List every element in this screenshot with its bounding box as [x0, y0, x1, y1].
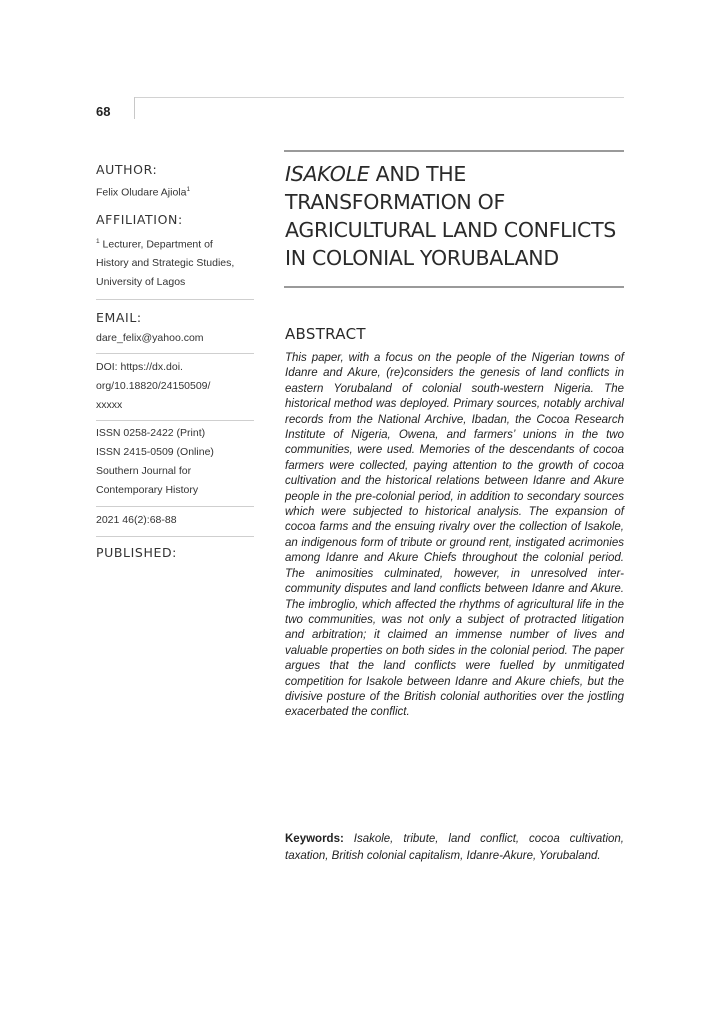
author-name: Felix Oludare Ajiola [96, 186, 187, 199]
issn-print: ISSN 0258-2422 (Print) [96, 427, 206, 439]
abstract-body: This paper, with a focus on the people of the Nigerian towns of Idanre and Akure, (re)considers the genesis of land conflicts in eastern Yorubaland of colonial south-western Nigeria. The historical method was deployed. Primary sources, notably archival records from the National Archive, Ibadan, the Cocoa Research Institute of Nigeria, Owena, and farmers’ unions in the two communities, were used. Memories of the descendants of cocoa farmers were collected, paying attention to the growth of cocoa cultivation and the historical relations between Idanre and Akure people in the pre-colonial period, in addition to secondary sources which were subjected to historical analysis. The expansion of cocoa farms and the ensuing rivalry over the collection of Isakole, an indigenous form of tribute or ground rent, instigated acrimonies among Idanre and Akure Chiefs throughout the colonial period. The animosities culminated, however, in unresolved inter-community disputes and land conflicts between Idanre and Akure. The imbroglio, which affected the rhythms of agricultural life in the two communities, was not only a subject of protracted litigation and arbitration; it claimed an immense number of lives and valuable properties on both sides in the colonial period. The paper argues that the land conflicts were fuelled by unmitigated competition for Isakole between Idanre and Akure chiefs, but the divisive posture of the British colonial authorities over the jostling exacerbated the conflict. [285, 352, 624, 719]
doi-line-2[interactable]: org/10.18820/24150509/ [96, 380, 211, 392]
page-number-divider [134, 97, 135, 119]
article-title [285, 160, 630, 272]
journal-name-line-2: Contemporary History [96, 484, 199, 496]
title-line-3: AGRICULTURAL LAND CONFLICTS [285, 218, 617, 242]
page-number: 68 [96, 104, 111, 119]
affiliation-footnote-mark: 1 [96, 237, 100, 245]
email-address[interactable]: dare_felix@yahoo.com [96, 332, 204, 344]
keywords [285, 831, 624, 864]
abstract-heading: ABSTRACT [285, 325, 366, 343]
sidebar-divider [96, 506, 254, 507]
affiliation-line-1 [96, 232, 264, 255]
article-metadata-sidebar [96, 162, 264, 560]
journal-name-line-1: Southern Journal for [96, 465, 192, 477]
title-line-2: TRANSFORMATION OF [285, 190, 505, 214]
title-rule-bottom [284, 286, 624, 288]
affiliation-heading: AFFILIATION: [96, 211, 183, 227]
title-italic-word: ISAKOLE [285, 162, 370, 186]
affiliation-line-3: University of Lagos [96, 276, 186, 288]
sidebar-divider [96, 299, 254, 300]
affiliation-line-2: History and Strategic Studies, [96, 257, 235, 269]
header-rule [134, 97, 624, 98]
sidebar-divider [96, 536, 254, 537]
title-rule-top [284, 150, 624, 152]
author-name-line [96, 180, 264, 203]
author-heading: AUTHOR: [96, 162, 158, 177]
keywords-text: Isakole, tribute, land conflict, cocoa cultivation, taxation, British colonial capitalism, Idanre-Akure, Yorubaland. [285, 833, 625, 862]
sidebar-divider [96, 353, 254, 354]
published-heading: PUBLISHED: [96, 545, 177, 560]
doi-line-1[interactable]: DOI: https://dx.doi. [96, 361, 183, 373]
sidebar-divider [96, 420, 254, 421]
keywords-label: Keywords: [285, 833, 344, 845]
doi-line-3[interactable]: xxxxx [96, 399, 123, 411]
citation: 2021 46(2):68-88 [96, 514, 177, 526]
issn-online: ISSN 2415-0509 (Online) [96, 446, 214, 458]
title-line-4: IN COLONIAL YORUBALAND [285, 246, 559, 270]
author-footnote-mark: 1 [186, 186, 191, 193]
email-heading: EMAIL: [96, 310, 142, 325]
affiliation-line-1-text: Lecturer, Department of [102, 238, 213, 250]
title-line-1-rest: AND THE [369, 162, 467, 186]
